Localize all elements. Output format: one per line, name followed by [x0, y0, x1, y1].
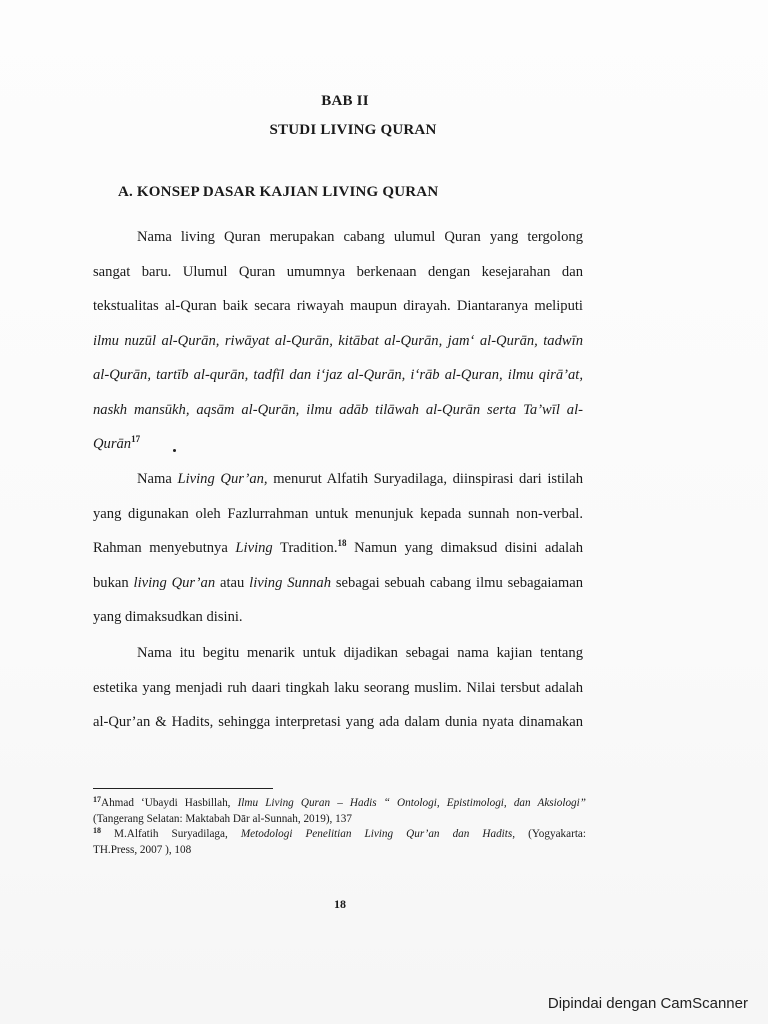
paragraph-1: [93, 220, 583, 462]
italic-term: Qurān: [93, 436, 132, 452]
footnote-ref-17: 17: [131, 434, 141, 444]
paragraph-line: tekstualitas al-Quran baik secara riwayah maupun dirayah. Diantaranya meliputi: [93, 298, 583, 314]
chapter-label: BAB II: [321, 93, 369, 109]
section-heading: A. KONSEP DASAR KAJIAN LIVING QURAN: [118, 184, 439, 200]
paragraph-line: Rahman menyebutnya Living Tradition.$^{18}$ Namun yang dimaksud disini adalah: [93, 538, 583, 556]
paragraph-line: sangat baru. Ulumul Quran umumnya berkenaan dengan kesejarahan dan: [93, 263, 583, 280]
footnote-18-cont: TH.Press, 2007 ), 108: [93, 843, 192, 856]
footnote-17-cont: (Tangerang Selatan: Maktabah Dār al-Sunnah, 2019), 137: [93, 812, 352, 825]
footnote-ref-18: 18: [337, 538, 347, 548]
italic-term-list: al-Qurān, tartīb al-qurān, tadfīl dan i‘jaz al-Qurān, i‘rāb al-Quran, ilmu qirā’at,: [93, 367, 583, 383]
camscanner-watermark: Dipindai dengan CamScanner: [547, 995, 748, 1012]
paragraph-line: Nama living Quran merupakan cabang ulumul Quran yang tergolong: [137, 229, 583, 245]
paragraph-line: al-Qur’an & Hadits, sehingga interpretasi yang ada dalam dunia nyata dinamakan: [93, 714, 583, 730]
paragraph-3: [93, 636, 583, 740]
paragraph-line: [93, 324, 583, 359]
italic-term-list: naskh mansūkh, aqsām al-Qurān, ilmu adāb tilāwah al-Qurān serta Ta’wīl al-: [93, 401, 583, 418]
paragraph-line: [93, 358, 583, 393]
scan-speck: [173, 449, 176, 452]
paragraph-line: bukan living Qur’an atau living Sunnah sebagai sebuah cabang ilmu sebagaiaman: [93, 574, 583, 591]
paragraph-line: [93, 393, 583, 428]
paragraph-line: Nama itu begitu menarik untuk dijadikan sebagai nama kajian tentang: [137, 645, 583, 661]
footnote-divider: [93, 788, 273, 789]
italic-term-list: ilmu nuzūl al-Qurān, riwāyat al-Qurān, kitābat al-Qurān, jam‘ al-Qurān, tadwīn: [93, 332, 583, 349]
paragraph-line: estetika yang menjadi ruh daari tingkah laku seorang muslim. Nilai tersbut adalah: [93, 679, 583, 696]
paragraph-line: yang dimaksudkan disini.: [93, 609, 243, 625]
paragraph-line: [93, 427, 583, 462]
paragraph-line: yang digunakan oleh Fazlurrahman untuk menunjuk kepada sunnah non-verbal.: [93, 505, 583, 522]
paragraph-2: [93, 462, 583, 635]
footnote-17: $^{17}$Ahmad ‘Ubaydi Hasbillah, Ilmu Living Quran – Hadis “ Ontologi, Epistimologi, dan Aksiologi”: [93, 796, 586, 809]
paragraph-line: Nama Living Qur’an, menurut Alfatih Suryadilaga, diinspirasi dari istilah: [137, 471, 583, 487]
chapter-title: STUDI LIVING QURAN: [269, 122, 437, 138]
page-number: 18: [334, 897, 346, 911]
footnotes: [93, 796, 586, 858]
footnote-18: $^{18}$ M.Alfatih Suryadilaga, Metodologi Penelitian Living Qur’an dan Hadits, (Yogyakarta:: [93, 827, 586, 840]
